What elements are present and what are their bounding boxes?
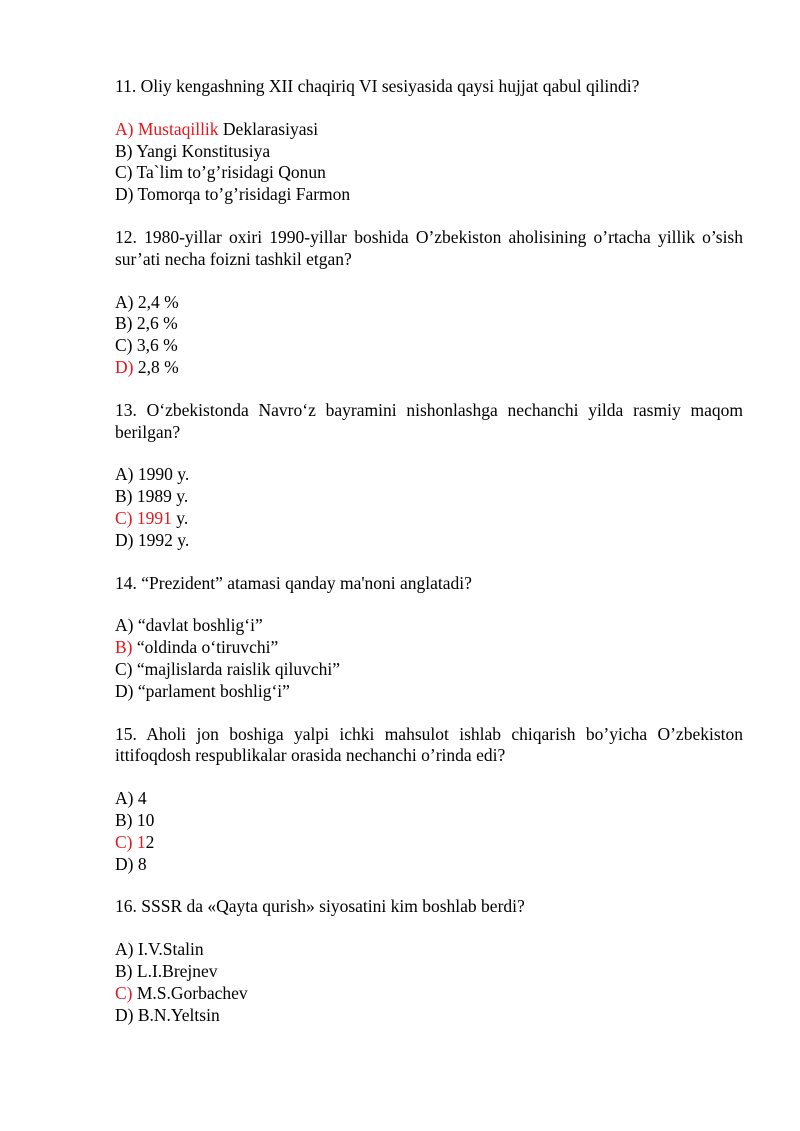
option-c	[115, 508, 743, 530]
question-14: 14. “Prezident” atamasi qanday ma'noni anglatadi?	[115, 572, 472, 593]
option-text: C) 3,6 %	[115, 335, 178, 356]
option-c	[115, 659, 743, 681]
option-text: 2	[145, 831, 155, 852]
option-a	[115, 119, 743, 141]
correct-answer-mark: C)	[115, 982, 133, 1003]
option-b	[115, 637, 743, 659]
option-text: “oldinda o‘tiruvchi”	[132, 637, 279, 658]
option-a	[115, 292, 743, 314]
option-text: B) L.I.Brejnev	[115, 960, 218, 981]
option-d	[115, 1005, 743, 1027]
option-text: D) 8	[115, 853, 147, 874]
correct-answer-mark: A) Mustaqillik	[115, 118, 219, 139]
correct-answer-mark: B)	[115, 637, 133, 658]
correct-answer-mark: D)	[115, 356, 134, 377]
option-text: D) “parlament boshlig‘i”	[115, 680, 290, 701]
question-12: 12. 1980-yillar oxiri 1990-yillar boshida O’zbekiston aholisining o’rtacha yillik o’sish sur’ati necha foizni tashkil etgan?	[115, 226, 743, 269]
option-text: A) 2,4 %	[115, 291, 179, 312]
option-text: M.S.Gorbachev	[132, 982, 248, 1003]
option-d	[115, 357, 743, 379]
test-document	[115, 76, 743, 1047]
option-d	[115, 184, 743, 206]
option-c	[115, 832, 743, 854]
option-text: A) 1990 y.	[115, 464, 190, 485]
options-16	[115, 939, 743, 1026]
option-d	[115, 530, 743, 552]
option-text: y.	[171, 507, 189, 528]
option-text: B) 10	[115, 809, 155, 830]
option-text: C) Ta`lim to’g’risidagi Qonun	[115, 162, 326, 183]
option-c	[115, 983, 743, 1005]
option-a	[115, 464, 743, 486]
option-text: D) B.N.Yeltsin	[115, 1004, 220, 1025]
option-b	[115, 141, 743, 163]
option-text: B) 1989 y.	[115, 486, 189, 507]
option-a	[115, 615, 743, 637]
option-text: A) I.V.Stalin	[115, 939, 204, 960]
option-text: C) “majlislarda raislik qiluvchi”	[115, 658, 341, 679]
option-b	[115, 486, 743, 508]
option-a	[115, 788, 743, 810]
correct-answer-mark: C) 1991	[115, 507, 172, 528]
question-15: 15. Aholi jon boshiga yalpi ichki mahsulot ishlab chiqarish bo’yicha O’zbekiston ittifoqdosh respublikalar orasida nechanchi o’rinda edi?	[115, 723, 743, 766]
options-15	[115, 788, 743, 875]
options-12	[115, 292, 743, 379]
option-d	[115, 854, 743, 876]
options-14	[115, 615, 743, 702]
option-text: D) Tomorqa to’g’risidagi Farmon	[115, 184, 351, 205]
option-c	[115, 335, 743, 357]
option-d	[115, 681, 743, 703]
question-16: 16. SSSR da «Qayta qurish» siyosatini kim boshlab berdi?	[115, 896, 525, 917]
correct-answer-mark: C) 1	[115, 831, 146, 852]
option-b	[115, 961, 743, 983]
option-text: A) “davlat boshlig‘i”	[115, 615, 263, 636]
option-b	[115, 313, 743, 335]
question-11: 11. Oliy kengashning XII chaqiriq VI sesiyasida qaysi hujjat qabul qilindi?	[115, 76, 640, 96]
option-text: B) 2,6 %	[115, 313, 178, 334]
option-text: A) 4	[115, 788, 147, 809]
option-text: 2,8 %	[133, 356, 179, 377]
option-c	[115, 162, 743, 184]
option-text: B) Yangi Konstitusiya	[115, 140, 271, 161]
option-text: D) 1992 y.	[115, 529, 190, 550]
options-11	[115, 119, 743, 206]
option-a	[115, 939, 743, 961]
option-text: Deklarasiyasi	[218, 118, 319, 139]
options-13	[115, 464, 743, 551]
question-13: 13. O‘zbekistonda Navro‘z bayramini nishonlashga nechanchi yilda rasmiy maqom berilgan?	[115, 399, 743, 442]
option-b	[115, 810, 743, 832]
